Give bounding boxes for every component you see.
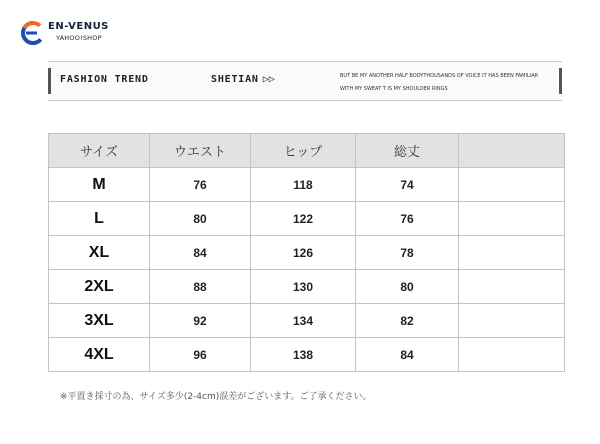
cell-length: 74 bbox=[356, 168, 459, 202]
banner-brand-right-text: SHETIAN bbox=[211, 74, 259, 85]
cell-waist: 88 bbox=[150, 270, 251, 304]
cell-hip: 118 bbox=[251, 168, 356, 202]
cell-hip: 126 bbox=[251, 236, 356, 270]
banner-tagline bbox=[340, 70, 555, 96]
cell-size: 3XL bbox=[49, 304, 150, 338]
banner-brand-left: FASHION TREND bbox=[60, 74, 149, 85]
cell-blank bbox=[459, 270, 565, 304]
banner-left-bar bbox=[48, 68, 51, 94]
cell-size: 4XL bbox=[49, 338, 150, 372]
cell-hip: 130 bbox=[251, 270, 356, 304]
cell-length: 84 bbox=[356, 338, 459, 372]
cell-length: 82 bbox=[356, 304, 459, 338]
table-header-row bbox=[49, 134, 565, 168]
logo-subtitle: YAHOO!SHOP bbox=[56, 34, 102, 42]
size-chart-table bbox=[48, 133, 565, 372]
cell-size: XL bbox=[49, 236, 150, 270]
logo-icon bbox=[20, 20, 46, 46]
fashion-banner bbox=[48, 61, 562, 101]
brand-logo bbox=[18, 18, 148, 48]
cell-blank bbox=[459, 338, 565, 372]
cell-waist: 96 bbox=[150, 338, 251, 372]
cell-waist: 92 bbox=[150, 304, 251, 338]
cell-blank bbox=[459, 202, 565, 236]
header-blank bbox=[459, 134, 565, 168]
cell-hip: 134 bbox=[251, 304, 356, 338]
header-waist: ウエスト bbox=[150, 134, 251, 168]
cell-blank bbox=[459, 236, 565, 270]
table-row bbox=[49, 202, 565, 236]
banner-right-bar bbox=[559, 68, 562, 94]
cell-length: 80 bbox=[356, 270, 459, 304]
table-row bbox=[49, 338, 565, 372]
header-length: 総丈 bbox=[356, 134, 459, 168]
cell-size: 2XL bbox=[49, 270, 150, 304]
header-size: サイズ bbox=[49, 134, 150, 168]
header-hip: ヒップ bbox=[251, 134, 356, 168]
cell-hip: 122 bbox=[251, 202, 356, 236]
double-arrow-icon: ▷▷ bbox=[262, 74, 275, 85]
banner-brand-right bbox=[211, 74, 275, 85]
measurement-note: ※平置き採寸の為、サイズ多少(2-4cm)誤差がございます。ご了承ください。 bbox=[60, 392, 372, 402]
cell-size: M bbox=[49, 168, 150, 202]
cell-length: 76 bbox=[356, 202, 459, 236]
banner-tagline-line1: BUT BE MY ANOTHER HALF BODYTHOUSANDS OF VOICE IT HAS BEEN FAMILIAR bbox=[340, 73, 539, 79]
cell-waist: 84 bbox=[150, 236, 251, 270]
table-row bbox=[49, 270, 565, 304]
cell-hip: 138 bbox=[251, 338, 356, 372]
cell-blank bbox=[459, 304, 565, 338]
table-row bbox=[49, 236, 565, 270]
cell-waist: 76 bbox=[150, 168, 251, 202]
cell-blank bbox=[459, 168, 565, 202]
cell-length: 78 bbox=[356, 236, 459, 270]
logo-name: EN-VENUS bbox=[48, 21, 109, 32]
cell-waist: 80 bbox=[150, 202, 251, 236]
table-row bbox=[49, 168, 565, 202]
cell-size: L bbox=[49, 202, 150, 236]
table-row bbox=[49, 304, 565, 338]
banner-tagline-line2: WITH MY SWEAT T IS MY SHOULDER RINGS bbox=[340, 86, 448, 92]
